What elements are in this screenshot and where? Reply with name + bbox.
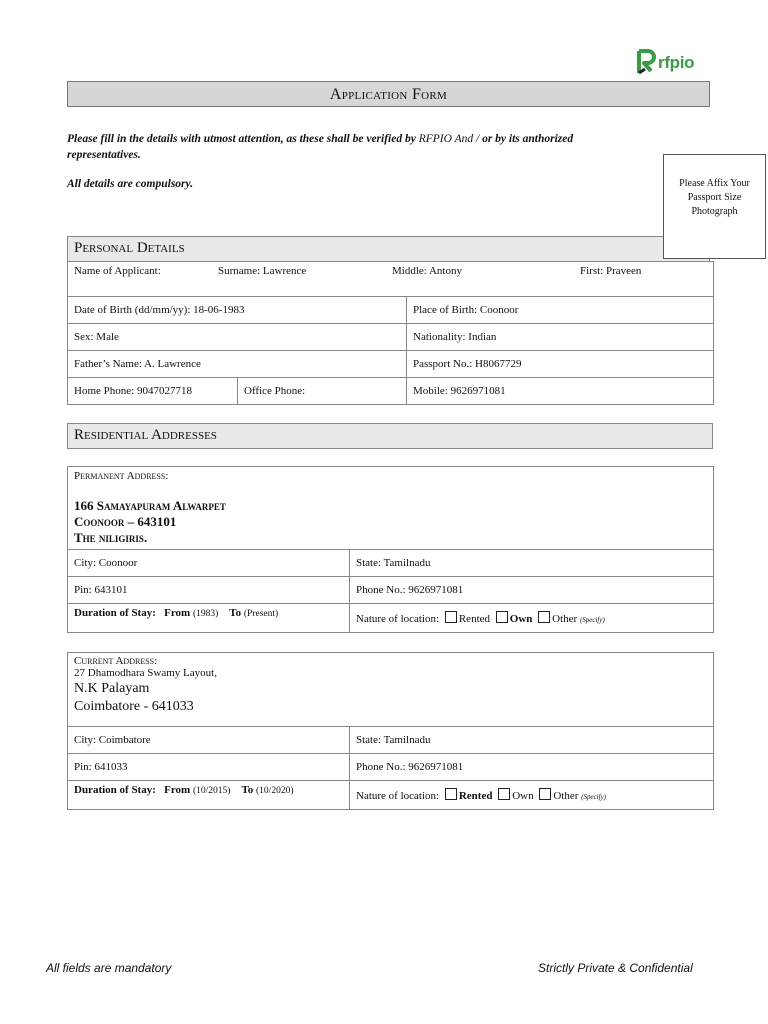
from-value: (1983) (192, 609, 219, 619)
rented-checkbox[interactable] (445, 611, 457, 623)
permanent-address-label: Permanent Address: (74, 470, 169, 482)
from-label: From (164, 607, 191, 619)
passport-field[interactable]: Passport No.: H8067729 (407, 351, 714, 378)
permanent-nature-field (350, 604, 714, 633)
permanent-pin-field[interactable]: Pin: 643101 (68, 577, 350, 604)
own-checkbox[interactable] (496, 611, 508, 623)
office-phone-field[interactable]: Office Phone: (238, 378, 407, 405)
rented-checkbox[interactable] (445, 788, 457, 800)
mobile-field[interactable]: Mobile: 9626971081 (407, 378, 714, 405)
dob-field[interactable]: Date of Birth (dd/mm/yy): 18-06-1983 (68, 297, 407, 324)
permanent-address-line-3: The niligiris. (74, 530, 148, 545)
applicant-name-row (68, 262, 714, 297)
current-address-line-2: N.K Palayam (74, 681, 150, 696)
rfpio-logo-icon (636, 49, 658, 77)
other-option: Other (553, 790, 579, 802)
current-address-line-3: Coimbatore - 641033 (74, 699, 194, 714)
permanent-address-table (67, 466, 714, 633)
place-of-birth-field[interactable]: Place of Birth: Coonoor (407, 297, 714, 324)
personal-details-table (67, 261, 714, 405)
residential-addresses-heading: Residential Addresses (67, 423, 713, 449)
rented-option: Rented (458, 790, 493, 802)
surname-field[interactable]: Surname: Lawrence (218, 265, 307, 277)
to-value: (10/2020) (256, 786, 294, 796)
current-pin-field[interactable]: Pin: 641033 (68, 754, 350, 781)
own-option: Own (512, 790, 534, 802)
other-checkbox[interactable] (539, 788, 551, 800)
photo-line-3: Photograph (691, 206, 738, 217)
intro-part2: or by its anthorized representatives. (67, 133, 574, 161)
permanent-state-field[interactable]: State: Tamilnadu (350, 550, 714, 577)
own-checkbox[interactable] (498, 788, 510, 800)
permanent-city-field[interactable]: City: Coonoor (68, 550, 350, 577)
current-address-block[interactable] (68, 653, 714, 727)
permanent-phone-field[interactable]: Phone No.: 9626971081 (350, 577, 714, 604)
nature-label: Nature of location: (356, 613, 440, 625)
current-nature-field (350, 781, 714, 810)
home-phone-field[interactable]: Home Phone: 9047027718 (68, 378, 238, 405)
to-label: To (229, 607, 242, 619)
duration-label: Duration of Stay: (74, 784, 156, 796)
permanent-duration-field[interactable] (68, 604, 350, 633)
intro-text (67, 131, 647, 163)
to-label: To (241, 784, 254, 796)
own-option: Own (509, 613, 533, 625)
to-value: (Present) (243, 609, 279, 619)
nature-label: Nature of location: (356, 790, 440, 802)
current-duration-field[interactable] (68, 781, 350, 810)
name-label: Name of Applicant: (74, 265, 161, 277)
photo-line-1: Please Affix Your (679, 178, 750, 189)
rfpio-logo (636, 49, 716, 79)
from-value: (10/2015) (192, 786, 231, 796)
permanent-address-line-1: 166 Samayapuram Alwarpet (74, 498, 226, 513)
footer-mandatory-note: All fields are mandatory (46, 961, 172, 975)
current-state-field[interactable]: State: Tamilnadu (350, 727, 714, 754)
compulsory-note: All details are compulsory. (67, 178, 194, 190)
current-address-table (67, 652, 714, 810)
specify-note: (Specify) (579, 616, 605, 624)
other-option: Other (552, 613, 578, 625)
photo-box (663, 154, 766, 259)
duration-label: Duration of Stay: (74, 607, 156, 619)
current-city-field[interactable]: City: Coimbatore (68, 727, 350, 754)
rented-option: Rented (458, 613, 491, 625)
father-name-field[interactable]: Father’s Name: A. Lawrence (68, 351, 407, 378)
current-address-line-1: 27 Dhamodhara Swamy Layout, (74, 667, 217, 679)
sex-field[interactable]: Sex: Male (68, 324, 407, 351)
current-phone-field[interactable]: Phone No.: 9626971081 (350, 754, 714, 781)
first-name-field[interactable]: First: Praveen (580, 265, 642, 277)
from-label: From (164, 784, 191, 796)
photo-line-2: Passport Size (687, 192, 742, 203)
personal-details-heading: Personal Details (67, 236, 710, 262)
specify-note: (Specify) (581, 793, 607, 801)
intro-part1: Please fill in the details with utmost attention, as these shall be verified by (67, 133, 419, 145)
permanent-address-block[interactable] (68, 467, 714, 550)
nationality-field[interactable]: Nationality: Indian (407, 324, 714, 351)
permanent-address-line-2: Coonoor – 643101 (74, 514, 177, 529)
current-address-label: Current Address: (74, 655, 158, 667)
form-title: Application Form (67, 81, 710, 107)
rfpio-logo-text: rfpio (658, 53, 695, 72)
intro-org: RFPIO And / (418, 133, 483, 145)
other-checkbox[interactable] (538, 611, 550, 623)
middle-name-field[interactable]: Middle: Antony (392, 265, 462, 277)
footer-confidential-note: Strictly Private & Confidential (538, 961, 693, 975)
